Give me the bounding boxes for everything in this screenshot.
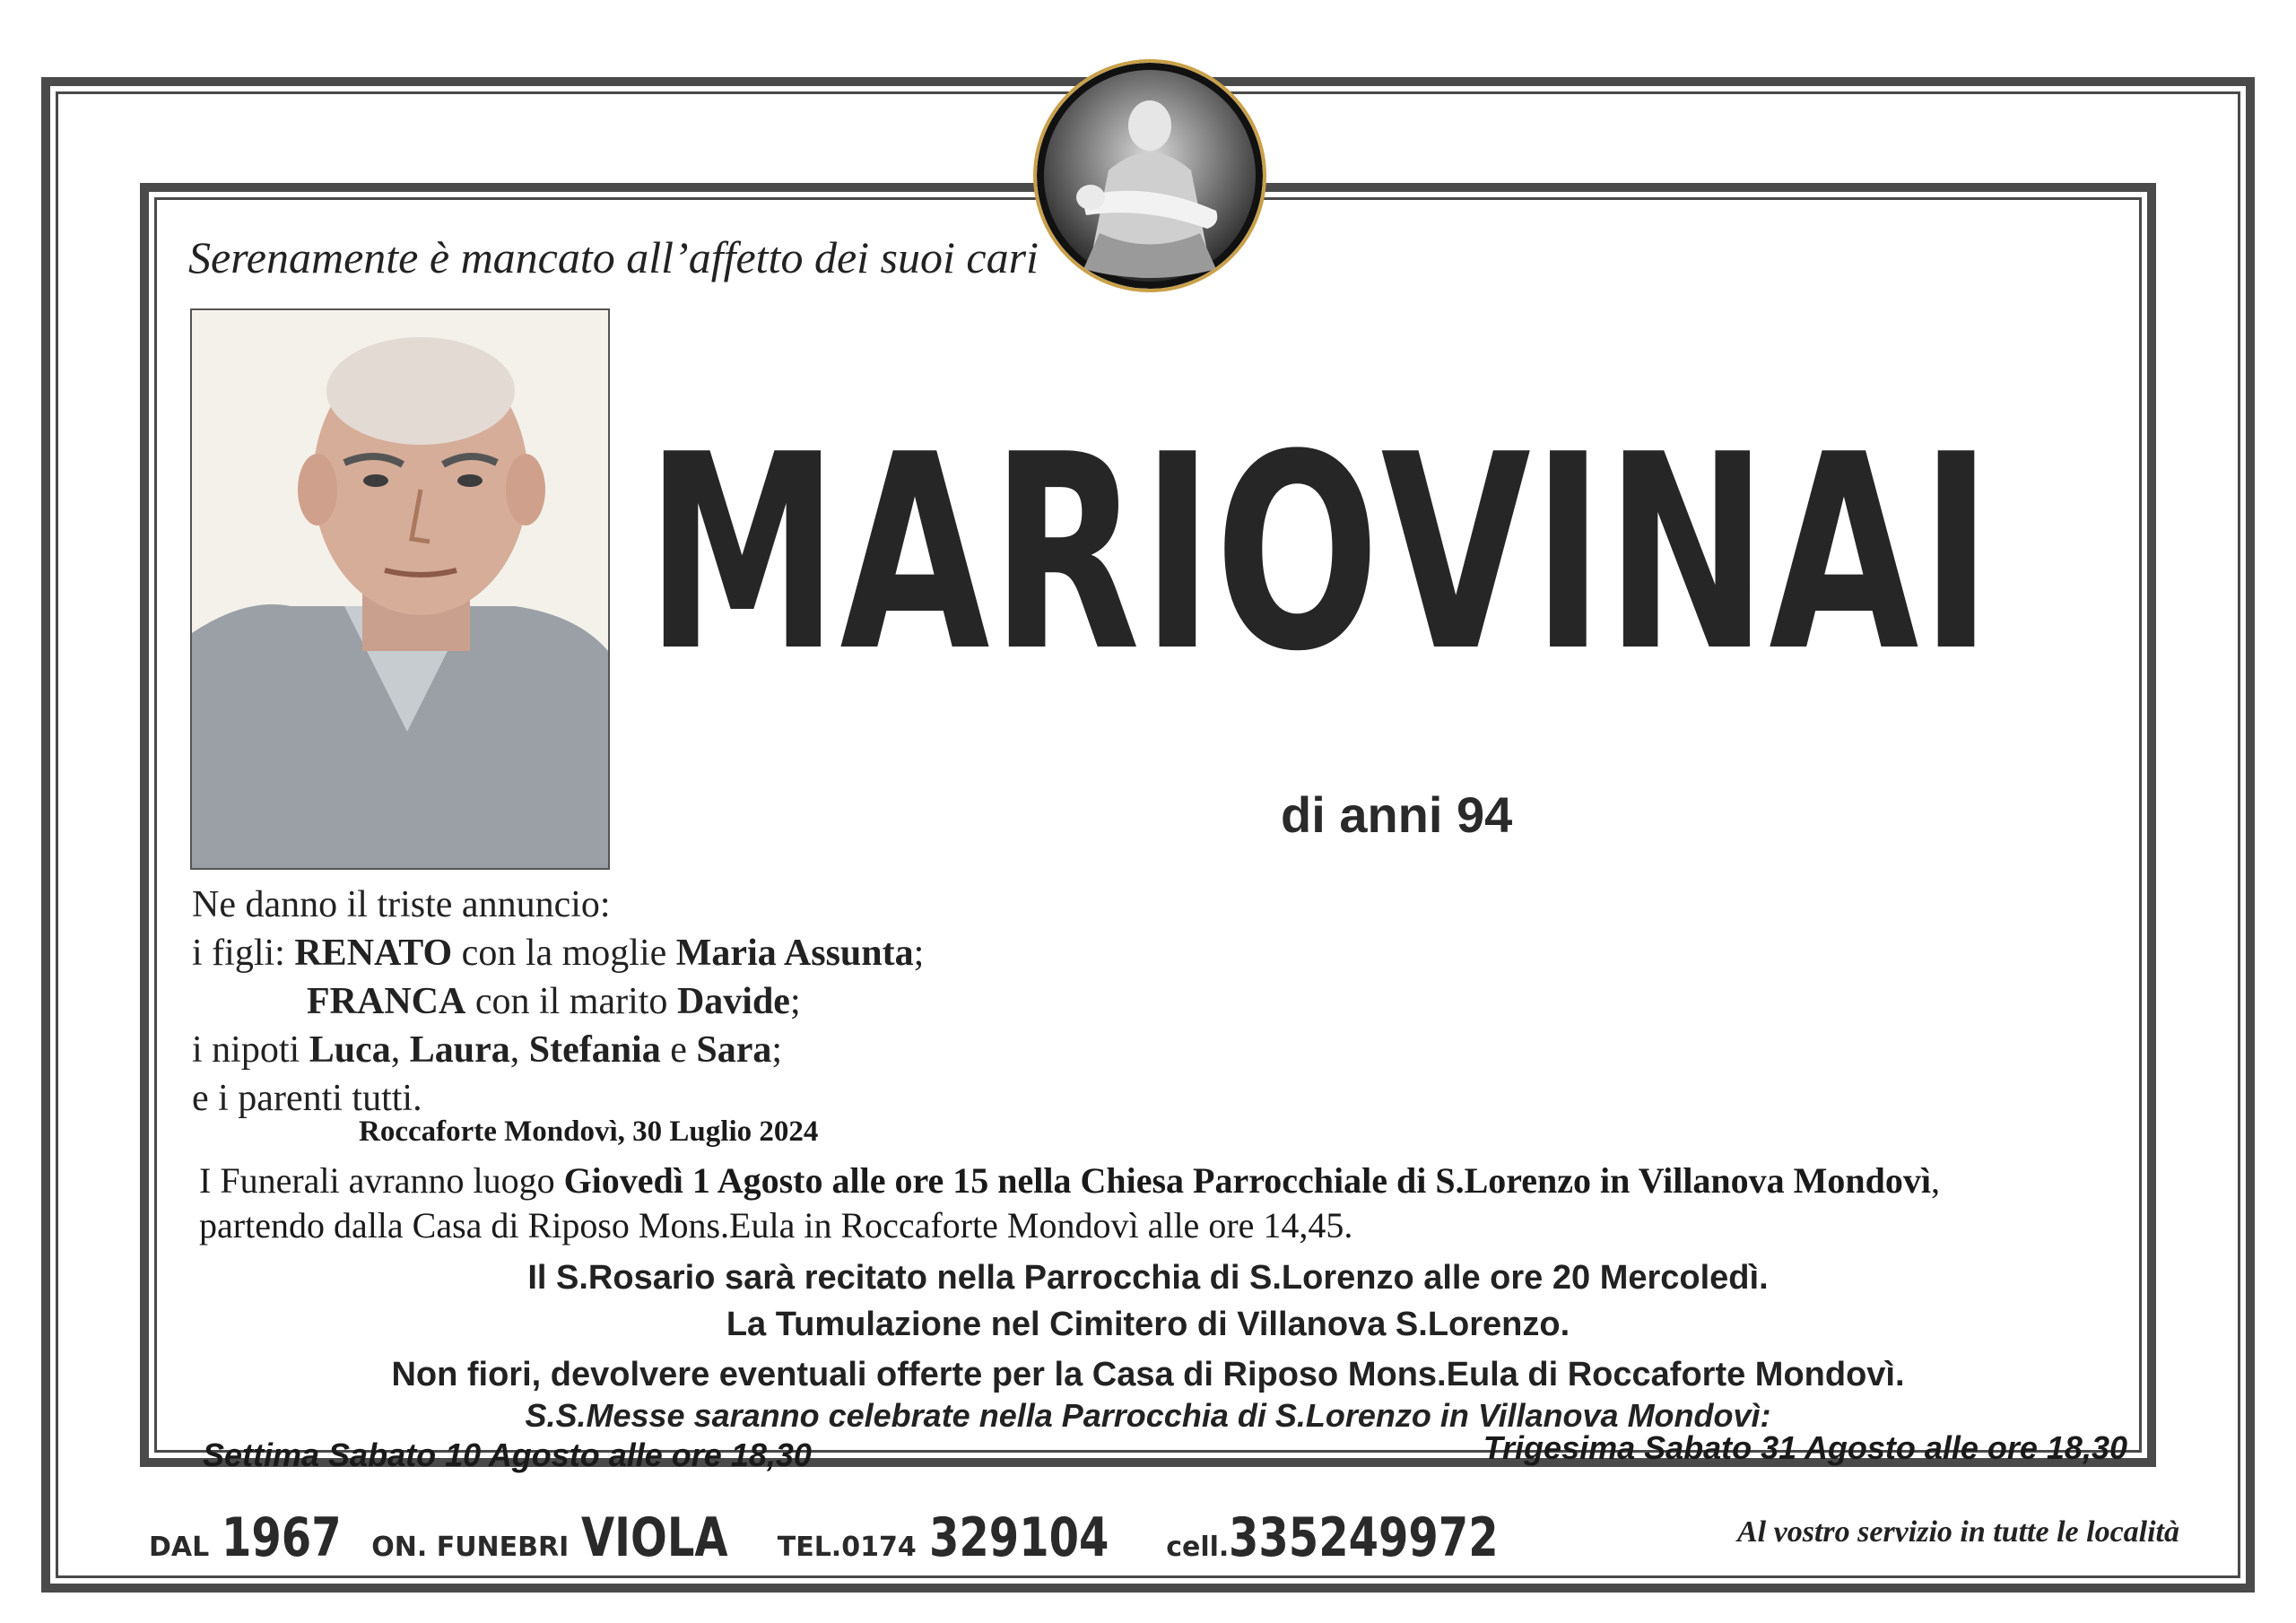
separator: ,	[509, 1029, 529, 1071]
funeral-line-2: partendo dalla Casa di Riposo Mons.Eula in Roccaforte Mondovì alle ore 14,45.	[199, 1205, 1353, 1245]
funeral-details	[199, 1159, 1940, 1248]
tel-label: TEL.0174	[777, 1532, 917, 1563]
punctuation: ,	[1931, 1160, 1941, 1201]
thirtieth-day-mass: Trigesima Sabato 31 Agosto alle ore 18,30	[1483, 1429, 2127, 1466]
spouse-name: Maria Assunta	[675, 933, 914, 974]
grandchild-name: Luca	[309, 1029, 391, 1071]
children-line-1	[192, 929, 924, 977]
portrait-photo	[190, 308, 610, 870]
intro-text: Serenamente è mancato all’affetto dei suoi cari	[188, 232, 1039, 282]
business-label: ON. FUNEBRI	[371, 1532, 570, 1563]
funeral-intro: I Funerali avranno luogo	[199, 1160, 564, 1201]
first-name: MARIO	[646, 396, 1381, 710]
burial-notice: La Tumulazione nel Cimitero di Villanova S.Lorenzo.	[726, 1306, 1570, 1343]
punctuation: ;	[913, 933, 925, 974]
flowers-notice: Non fiori, devolvere eventuali offerte per la Casa di Riposo Mons.Eula di Roccaforte Mondovì.	[391, 1356, 1905, 1393]
announce-line: Ne danno il triste annuncio:	[192, 884, 611, 925]
rosary-notice: Il S.Rosario sarà recitato nella Parrocchia di S.Lorenzo alle ore 20 Mercoledì.	[527, 1259, 1769, 1297]
funeral-line-1	[199, 1159, 1940, 1203]
masses-intro: S.S.Messe saranno celebrate nella Parrocchia di S.Lorenzo in Villanova Mondovì:	[525, 1397, 1771, 1434]
grandchild-name: Sara	[696, 1029, 772, 1071]
separator: e	[660, 1029, 697, 1071]
seventh-day-mass: Settima Sabato 10 Agosto alle ore 18,30	[203, 1436, 812, 1473]
mourners-list	[192, 881, 924, 1123]
service-tagline: Al vostro servizio in tutte le località	[1737, 1515, 2179, 1549]
since-year: 1967	[222, 1506, 342, 1569]
child-name: FRANCA	[307, 981, 466, 1022]
spouse-name: Davide	[676, 981, 790, 1022]
funeral-when-where: Giovedì 1 Agosto alle ore 15 nella Chiesa Parrocchiale di S.Lorenzo in Villanova Mondovì	[563, 1160, 1932, 1201]
relatives-line: e i parenti tutti.	[192, 1078, 422, 1119]
grandchild-name: Laura	[409, 1029, 510, 1071]
tel-number: 329104	[928, 1506, 1109, 1569]
grandchild-name: Stefania	[528, 1029, 661, 1071]
deceased-name	[646, 396, 1994, 710]
children-line-2	[192, 977, 924, 1026]
pieta-medallion-icon	[1033, 59, 1266, 292]
separator: ,	[390, 1029, 410, 1071]
since-label: DAL	[149, 1532, 210, 1563]
relation-text: con il marito	[465, 981, 677, 1022]
cell-number: 335249972	[1229, 1506, 1499, 1569]
grandchildren-label: i nipoti	[192, 1029, 309, 1071]
last-name: VINAI	[1380, 396, 1994, 710]
relation-text: con la moglie	[452, 933, 676, 974]
place-date: Roccaforte Mondovì, 30 Luglio 2024	[359, 1115, 819, 1148]
business-name: VIOLA	[581, 1506, 728, 1569]
funeral-home-footer	[149, 1506, 1566, 1578]
punctuation: ;	[771, 1029, 783, 1071]
cell-label: cell.	[1166, 1532, 1230, 1563]
age-text: di anni 94	[1281, 786, 1513, 843]
grandchildren-line	[192, 1026, 924, 1074]
punctuation: ;	[789, 981, 801, 1022]
children-label: i figli:	[192, 933, 295, 974]
child-name: RENATO	[294, 933, 453, 974]
